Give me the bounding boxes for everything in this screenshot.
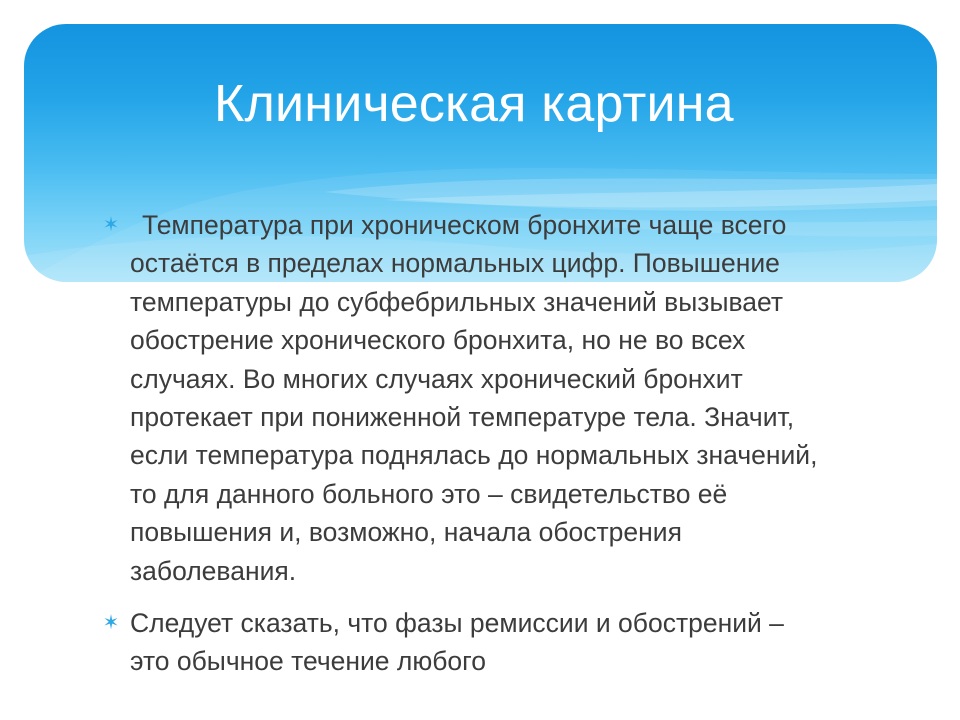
bullet-list (100, 206, 830, 695)
star-bullet-icon: ✶ (102, 214, 120, 236)
bullet-item (100, 604, 830, 681)
star-bullet-icon: ✶ (102, 612, 120, 635)
bullet-text: Следует сказать, что фазы ремиссии и обострений – это обычное течение любого (130, 608, 784, 677)
bullet-text: Температура при хроническом бронхите чаще всего остаётся в пределах нормальных цифр. Повышение температуры до субфебрильных значений вызывает обострение хронического бронхита, но не во всех случаях. Во многих случаях хронический бронхит протекает при пониженной температуре тела. Значит, если температура поднялась до нормальных значений, то для данного больного это – свидетельство её повышения и, возможно, начала обострения заболевания. (130, 210, 818, 586)
bullet-item (100, 206, 830, 590)
slide-title: Клиническая картина (214, 75, 734, 133)
